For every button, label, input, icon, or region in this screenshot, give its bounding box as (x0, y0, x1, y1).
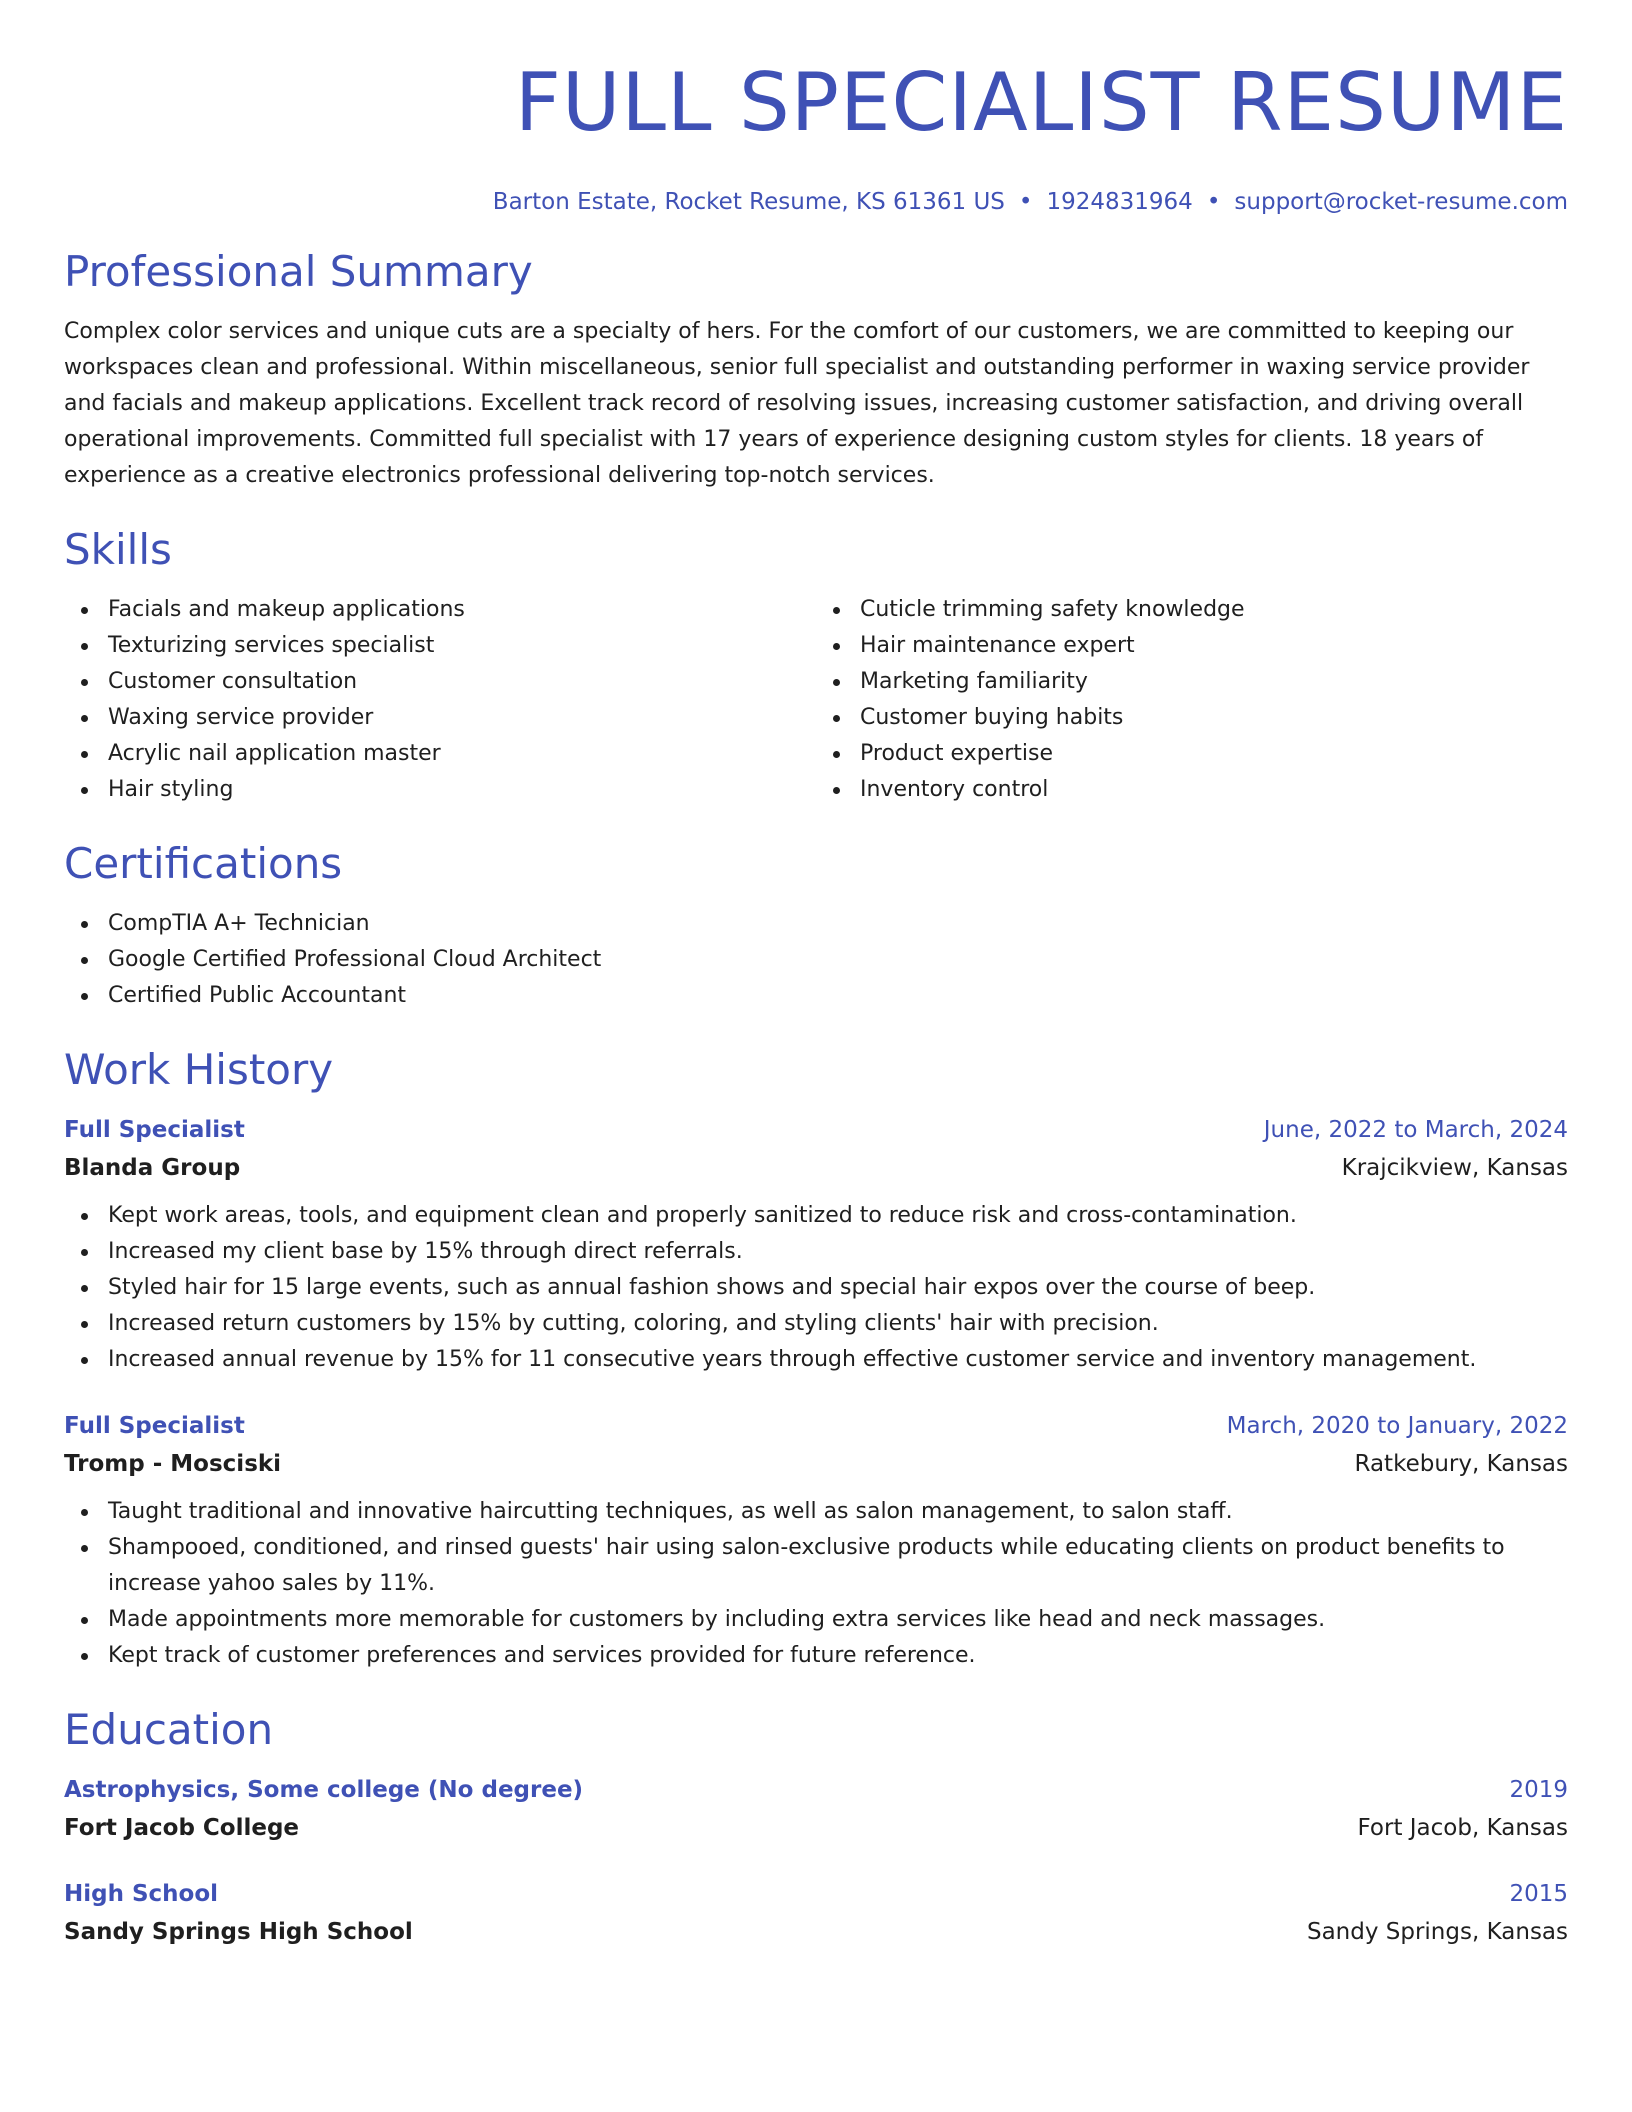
skill-item: Customer buying habits (816, 700, 1568, 736)
summary-section (64, 244, 1568, 494)
contact-phone[interactable]: 1924831964 (1046, 189, 1193, 215)
job-location: Ratkebury, Kansas (1354, 1451, 1568, 1477)
summary-text: Complex color services and unique cuts are a specialty of hers. For the comfort of our customers, we are committed to keeping our workspaces clean and professional. Within miscellaneous, senior full specialist and outstanding performer in waxing service provider and facials and makeup applications. Excellent track record of resolving issues, increasing customer satisfaction, and driving overall operational improvements. Committed full specialist with 17 years of experience designing custom styles for clients. 18 years of experience as a creative electronics professional delivering top-notch services. (64, 319, 1530, 488)
certifications-heading: Certifications (64, 839, 343, 888)
education-location: Fort Jacob, Kansas (1357, 1815, 1568, 1841)
contact-line (64, 186, 1568, 218)
skill-item: Customer consultation (64, 664, 816, 700)
skills-grid (64, 592, 1568, 808)
skill-item: Inventory control (816, 772, 1568, 808)
job-dates: March, 2020 to January, 2022 (1226, 1413, 1568, 1439)
education-year: 2015 (1509, 1881, 1568, 1907)
job-bullet: Kept work areas, tools, and equipment clean and properly sanitized to reduce risk and cross-contamination. (64, 1198, 1568, 1234)
skill-item: Hair styling (64, 772, 816, 808)
work-history-heading: Work History (64, 1045, 334, 1094)
education-entry (64, 1772, 1568, 1848)
job-bullet: Increased annual revenue by 15% for 11 consecutive years through effective customer service and inventory management. (64, 1342, 1568, 1378)
education-degree: High School (64, 1881, 219, 1907)
job-location: Krajcikview, Kansas (1341, 1155, 1568, 1181)
summary-heading: Professional Summary (64, 247, 533, 296)
job-bullet: Increased my client base by 15% through direct referrals. (64, 1234, 1568, 1270)
job-entry (64, 1408, 1568, 1674)
job-company: Tromp - Mosciski (64, 1451, 282, 1477)
resume-name: FULL SPECIALIST RESUME (514, 56, 1568, 149)
certification-item: Certified Public Accountant (64, 978, 1568, 1014)
job-title: Full Specialist (64, 1117, 245, 1143)
skills-column-left (64, 592, 816, 808)
skill-item: Texturizing services specialist (64, 628, 816, 664)
certification-item: CompTIA A+ Technician (64, 906, 1568, 942)
job-bullet: Taught traditional and innovative haircutting techniques, as well as salon management, to salon staff. (64, 1494, 1568, 1530)
job-bullet: Increased return customers by 15% by cutting, coloring, and styling clients' hair with precision. (64, 1306, 1568, 1342)
skills-heading: Skills (64, 525, 172, 574)
skills-column-right (816, 592, 1568, 808)
contact-separator: • (1018, 189, 1033, 215)
skills-section (64, 522, 1568, 808)
contact-email[interactable]: support@rocket-resume.com (1234, 189, 1568, 215)
job-bullet: Styled hair for 15 large events, such as annual fashion shows and special hair expos over the course of beep. (64, 1270, 1568, 1306)
education-location: Sandy Springs, Kansas (1306, 1919, 1568, 1945)
job-bullet: Made appointments more memorable for customers by including extra services like head and neck massages. (64, 1602, 1568, 1638)
job-title: Full Specialist (64, 1413, 245, 1439)
job-company: Blanda Group (64, 1155, 241, 1181)
education-entry (64, 1876, 1568, 1952)
skill-item: Marketing familiarity (816, 664, 1568, 700)
job-dates: June, 2022 to March, 2024 (1263, 1117, 1568, 1143)
skill-item: Waxing service provider (64, 700, 816, 736)
education-degree: Astrophysics, Some college (No degree) (64, 1777, 584, 1803)
job-entry (64, 1112, 1568, 1378)
education-heading: Education (64, 1705, 274, 1754)
education-section (64, 1702, 1568, 1952)
education-school: Sandy Springs High School (64, 1919, 413, 1945)
contact-separator: • (1206, 189, 1221, 215)
skill-item: Acrylic nail application master (64, 736, 816, 772)
certifications-section (64, 836, 1568, 1014)
skill-item: Product expertise (816, 736, 1568, 772)
contact-address: Barton Estate, Rocket Resume, KS 61361 US (492, 189, 1005, 215)
skill-item: Hair maintenance expert (816, 628, 1568, 664)
skill-item: Cuticle trimming safety knowledge (816, 592, 1568, 628)
job-bullet: Kept track of customer preferences and services provided for future reference. (64, 1638, 1568, 1674)
education-school: Fort Jacob College (64, 1815, 300, 1841)
education-year: 2019 (1509, 1777, 1568, 1803)
skill-item: Facials and makeup applications (64, 592, 816, 628)
work-history-section (64, 1042, 1568, 1674)
certification-item: Google Certified Professional Cloud Architect (64, 942, 1568, 978)
job-bullet: Shampooed, conditioned, and rinsed guests' hair using salon-exclusive products while educating clients on product benefits to increase yahoo sales by 11%. (64, 1530, 1568, 1602)
